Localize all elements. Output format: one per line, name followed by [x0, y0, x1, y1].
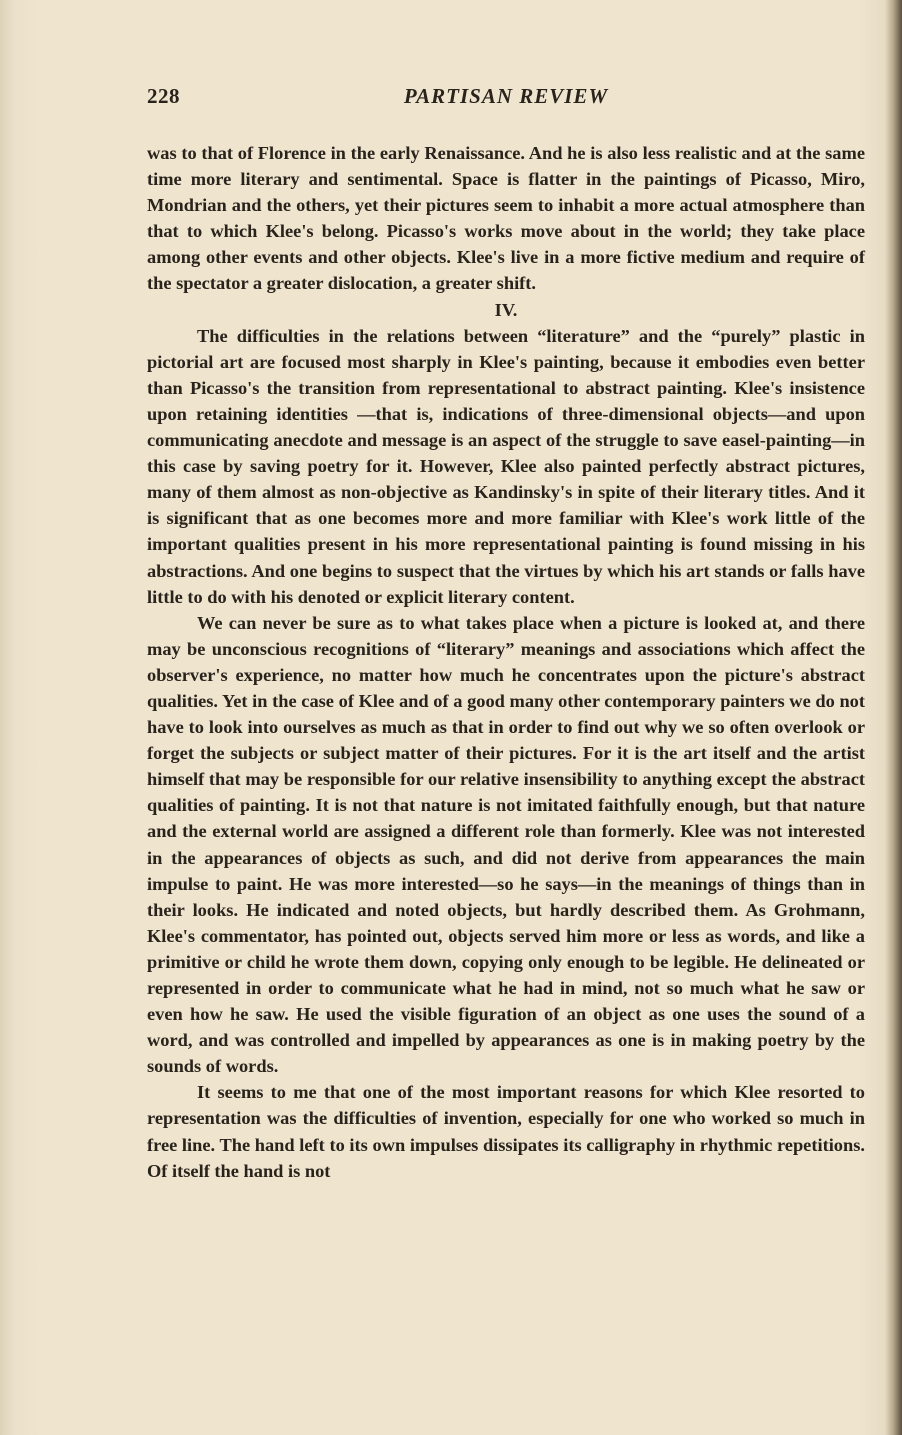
paragraph: We can never be sure as to what takes place when a picture is looked at, and there may be unconscious recognitions of “literary” meanings and associations which affect the observer's experience, no matter how much he concentrates upon the picture's abstract qualities. Yet in the case of Klee and of a good many other contemporary painters we do not have to look into ourselves as much as that in order to find out why we so often overlook or forget the subjects or subject matter of their pictures. For it is the art itself and the artist himself that may be responsible for our relative insensibility to anything except the abstract qualities of painting. It is not that nature is not imitated faithfully enough, but that nature and the external world are assigned a different role than formerly. Klee was not interested in the appearances of objects as such, and did not derive from appearances the main impulse to paint. He was more interested—so he says—in the meanings of things than in their looks. He indicated and noted objects, but hardly described them. As Grohmann, Klee's commentator, has pointed out, objects served him more or less as words, and like a primitive or child he wrote them down, copying only enough to be legible. He delineated or represented in order to communicate what he had in mind, not so much what he saw or even how he saw. He used the visible figuration of an object as one uses the sound of a word, and was controlled and impelled by appearances as one is in making poetry by the sounds of words.: [147, 612, 865, 1077]
page-number: 228: [147, 84, 180, 108]
page-header: [147, 84, 865, 118]
body-text: [147, 140, 865, 1184]
section-heading: IV.: [494, 299, 518, 320]
paragraph: It seems to me that one of the most important reasons for which Klee resorted to representation was the difficulties of invention, especially for one who worked so much in free line. The hand left to its own impulses dissipates its calligraphy in rhythmic repetitions. Of itself the hand is not: [147, 1082, 865, 1181]
running-head: PARTISAN REVIEW: [403, 84, 609, 108]
paragraph: The difficulties in the relations between “literature” and the “purely” plastic in pictorial art are focused most sharply in Klee's painting, because it embodies even better than Picasso's the transition from representational to abstract painting. Klee's insistence upon retaining identities —that is, indications of three-dimensional objects—and upon communicating anecdote and message is an aspect of the struggle to save easel-painting—in this case by saving poetry for it. However, Klee also painted perfectly abstract pictures, many of them almost as non-objective as Kandinsky's in spite of their literary titles. And it is significant that as one becomes more and more familiar with Klee's work little of the important qualities present in his more representational painting is found missing in his abstractions. And one begins to suspect that the virtues by which his art stands or falls have little to do with his denoted or explicit literary content.: [147, 325, 865, 607]
paragraph-continued: was to that of Florence in the early Renaissance. And he is also less realistic and at the same time more literary and sentimental. Space is flatter in the paintings of Picasso, Miro, Mondrian and the others, yet their pictures seem to inhabit a more actual atmosphere than that to which Klee's belong. Picasso's works move about in the world; they take place among other events and other objects. Klee's live in a more fictive medium and require of the spectator a greater dislocation, a greater shift.: [147, 143, 865, 294]
